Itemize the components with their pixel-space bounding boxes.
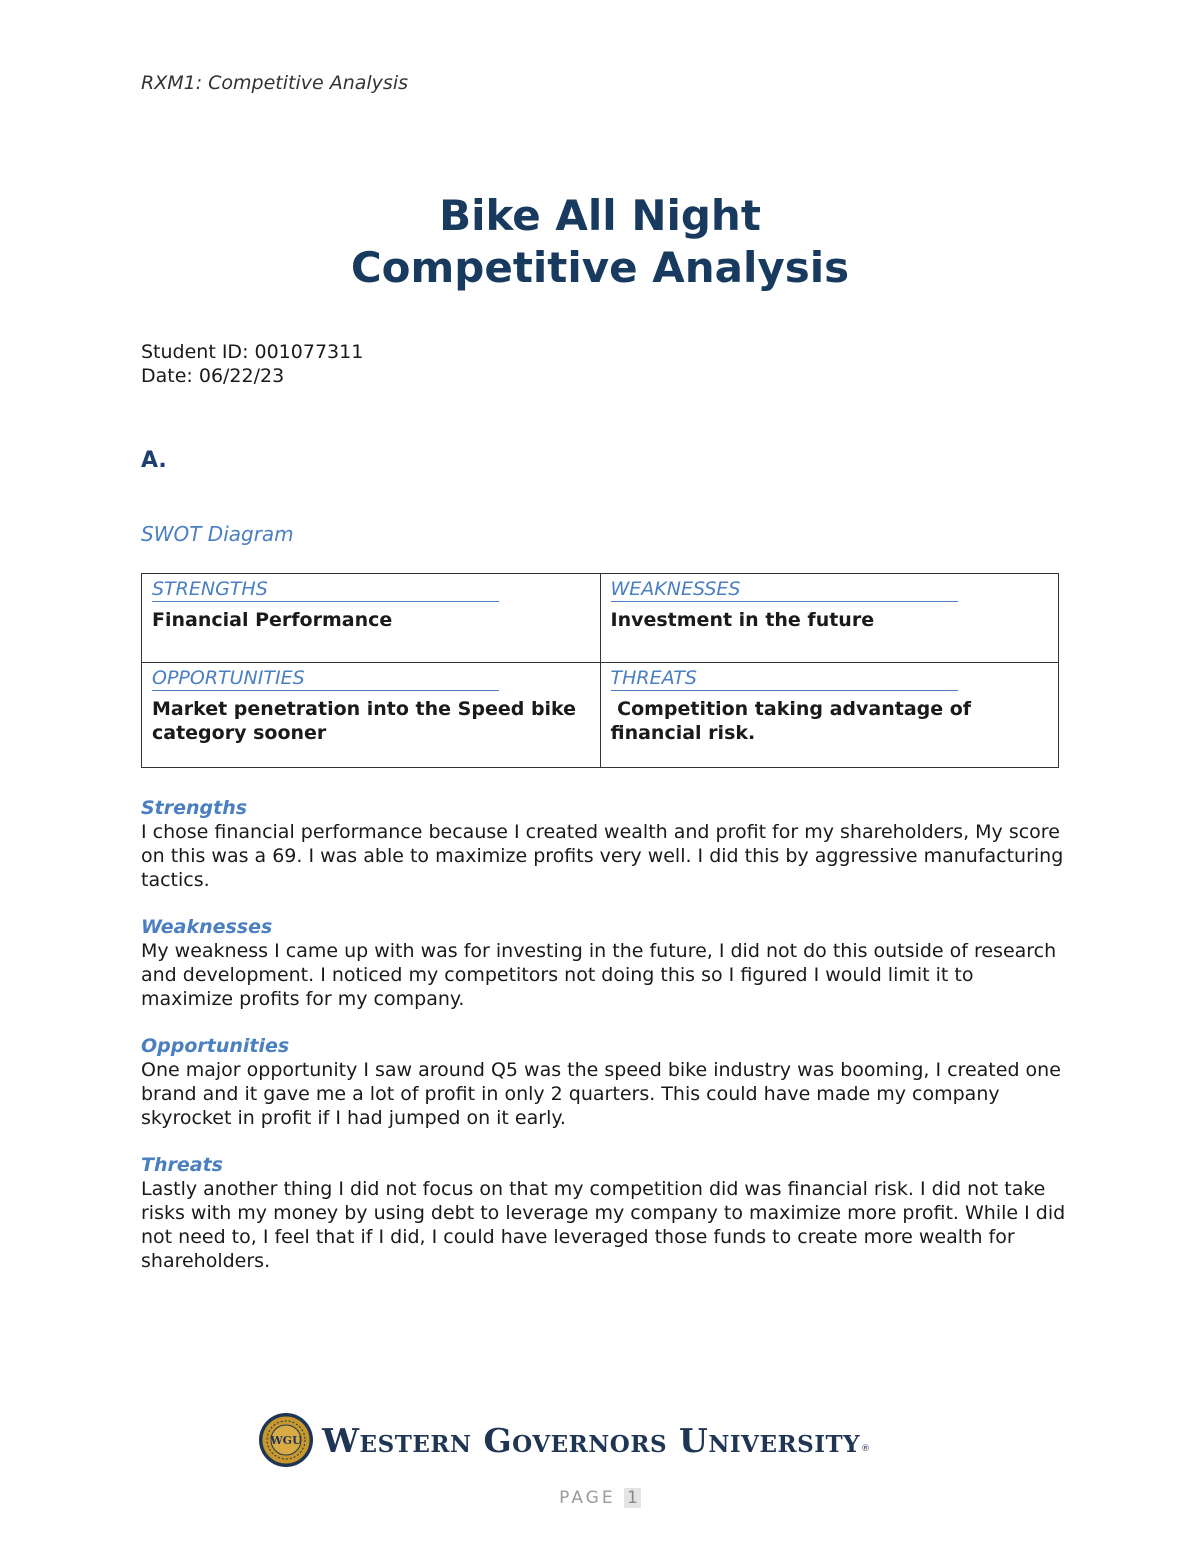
page-number: 1 (624, 1488, 641, 1508)
section-opportunities (141, 1034, 1071, 1130)
wgu-logo-text: Western Governors University (322, 1420, 861, 1460)
swot-label-threats: THREATS (611, 667, 958, 691)
title-line-2: Competitive Analysis (350, 243, 850, 292)
wgu-seal-letters: WGU (270, 1434, 302, 1447)
swot-value-opportunities: Market penetration into the Speed bike category sooner (152, 698, 577, 744)
analysis-sections (141, 796, 1071, 1296)
swot-table (141, 573, 1059, 768)
swot-cell-weaknesses (600, 574, 1059, 663)
wgu-seal-icon (258, 1412, 314, 1468)
student-id: Student ID: 001077311 (141, 341, 364, 363)
document-meta (141, 340, 363, 388)
swot-value-weaknesses: Investment in the future (610, 609, 875, 631)
section-body-threats: Lastly another thing I did not focus on that my competition did was financial risk. I did not take risks with my money by using debt to leverage my company to maximize more profit. While I did not need to, I feel that if I did, I could have leveraged those funds to create more wealth for shareholders. (141, 1178, 1066, 1272)
section-title-strengths: Strengths (141, 797, 248, 819)
swot-value-strengths: Financial Performance (152, 609, 393, 631)
section-title-opportunities: Opportunities (141, 1035, 290, 1057)
wgu-logo (258, 1410, 870, 1470)
section-letter: A. (141, 448, 167, 473)
section-title-weaknesses: Weaknesses (141, 916, 273, 938)
section-body-opportunities: One major opportunity I saw around Q5 was the speed bike industry was booming, I created one brand and it gave me a lot of profit in only 2 quarters. This could have made my company skyrocket in profit if I had jumped on it early. (141, 1059, 1061, 1129)
swot-label-strengths: STRENGTHS (152, 578, 499, 602)
page-footer (0, 1488, 1200, 1508)
document-header: RXM1: Competitive Analysis (141, 72, 409, 94)
document-date: Date: 06/22/23 (141, 365, 285, 387)
swot-label-opportunities: OPPORTUNITIES (152, 667, 499, 691)
wgu-logo-tm: ® (861, 1444, 871, 1454)
page-label: PAGE (559, 1488, 616, 1508)
swot-heading: SWOT Diagram (141, 522, 294, 546)
title-line-1: Bike All Night (439, 191, 761, 240)
swot-cell-strengths (142, 574, 601, 663)
document-title (0, 190, 1200, 294)
section-body-weaknesses: My weakness I came up with was for investing in the future, I did not do this outside of research and development. I noticed my competitors not doing this so I figured I would limit it to maximize profits for my company. (141, 940, 1057, 1010)
section-body-strengths: I chose financial performance because I created wealth and profit for my shareholders, My score on this was a 69. I was able to maximize profits very well. I did this by aggressive manufacturing tactics. (141, 821, 1064, 891)
section-strengths (141, 796, 1071, 892)
swot-cell-threats (600, 663, 1059, 768)
swot-cell-opportunities (142, 663, 601, 768)
section-threats (141, 1153, 1071, 1273)
swot-label-weaknesses: WEAKNESSES (611, 578, 958, 602)
section-weaknesses (141, 915, 1071, 1011)
swot-value-threats: Competition taking advantage of financial risk. (610, 698, 978, 744)
section-title-threats: Threats (141, 1154, 223, 1176)
